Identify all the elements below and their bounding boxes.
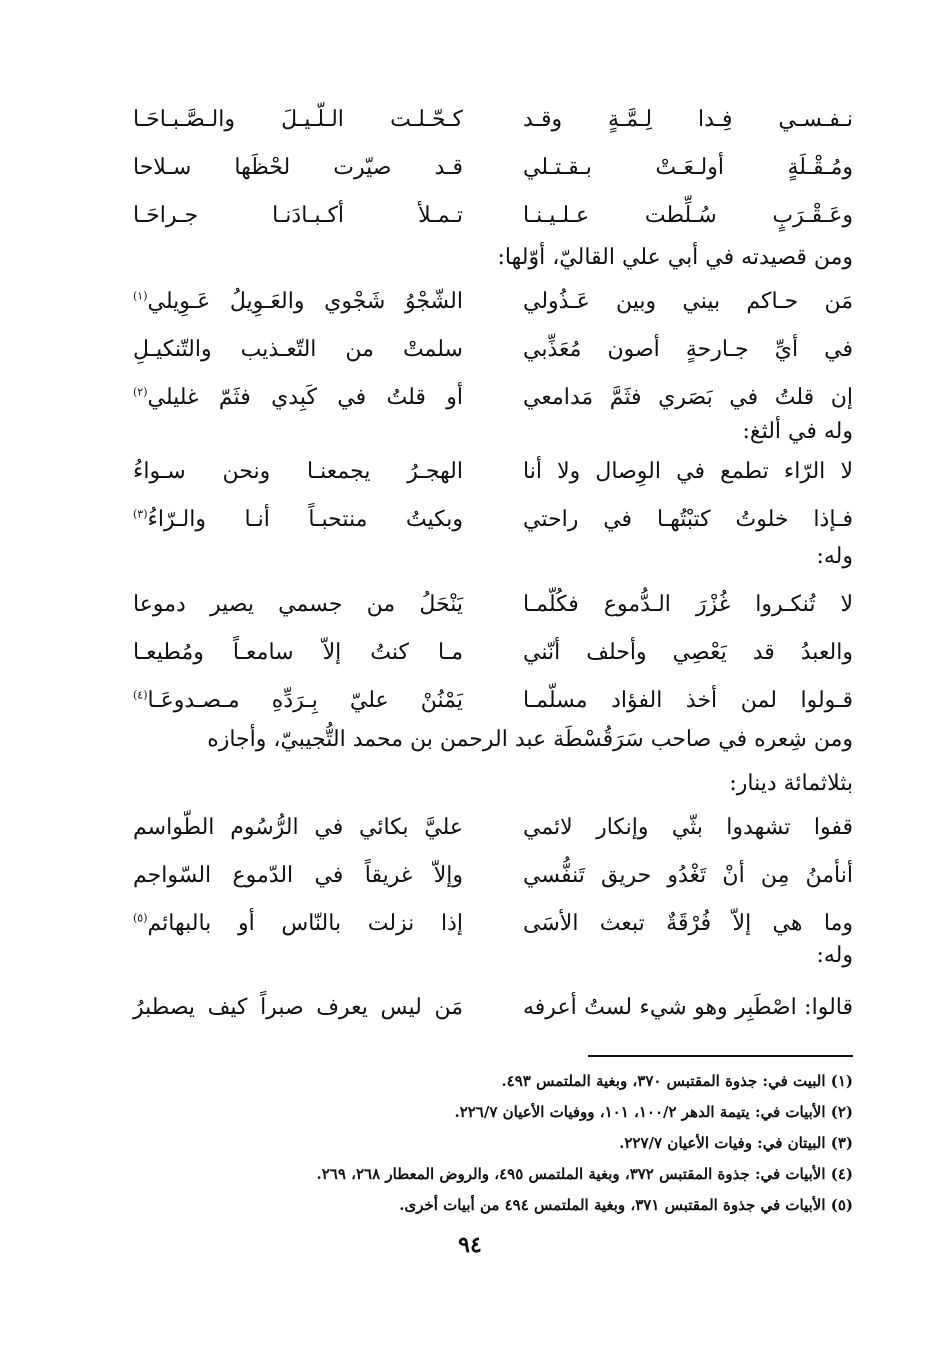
poem-block-3: [133, 452, 853, 548]
verse: [133, 856, 853, 904]
intro-paragraph: ومن شِعره في صاحب سَرَقُسْطَة عبد الرحمن بن محمد التُّجيبيّ، وأجازه بثلاثمائة دينار:: [207, 727, 853, 796]
footnote-ref: (٣): [133, 507, 148, 521]
second-hemistich: الهجـرُ يجمعنـا ونحن سـواءُ: [133, 459, 463, 484]
first-hemistich: لا الرّاء تطمع في الوِصال ولا أنا: [523, 459, 853, 484]
second-hemistich: يَنْحَلُ من جسمي يصير دموعا: [133, 592, 463, 617]
second-hemistich: [133, 282, 463, 322]
intro-line: ومن قصيدته في أبي علي القاليّ، أوّلها:: [497, 245, 853, 270]
first-hemistich: أنأمنُ مِن أنْ تَغْدُو حريق تَنفُّسي: [523, 863, 853, 888]
footnote: (٢) الأبيات في: يتيمة الدهر ١٠٠/٢، ١٠١، ووفيات الأعيان ٢٢٦/٧.: [454, 1103, 853, 1121]
first-hemistich: نـفـسـي فِـدا لِـمَّـةٍ وقـد: [523, 107, 853, 132]
second-hemistich: مـا كنتُ إلاّ سامعـاً ومُطيعـا: [133, 640, 463, 665]
verse: [133, 633, 853, 681]
verse: [133, 100, 853, 148]
verse: [133, 452, 853, 500]
footnote-separator: [588, 1055, 853, 1057]
first-hemistich: ومُـقْـلَةٍ أولـعَـتْ بـقـتـلي: [523, 155, 853, 180]
verse: [133, 148, 853, 196]
second-hemistich: سلمتْ من التّعـذيب والتّنكيـلِ: [133, 337, 463, 362]
hemistich-text: أو قلتُ في كَبِدي فثَمّ غليلي: [147, 385, 463, 410]
footnotes: [133, 1066, 853, 1221]
first-hemistich: في أيِّ جـارحةٍ أصون مُعَذِّبي: [523, 337, 853, 362]
second-hemistich: [133, 500, 463, 540]
first-hemistich: وعَـقْـرَبٍ سُـلِّطت عـلـيـنـا: [523, 203, 853, 228]
hemistich-text: إذا نزلت بالنّاس أو بالبهائم: [147, 911, 463, 936]
poem-block-4: [133, 585, 853, 729]
first-hemistich: قفوا تشهدوا بثّي وإنكار لائمي: [523, 815, 853, 840]
footnote: (٣) البيتان في: وفيات الأعيان ٢٢٧/٧.: [619, 1134, 853, 1152]
poem-block-1: [133, 100, 853, 244]
intro-line: وله:: [816, 943, 853, 968]
first-hemistich: وما هي إلاّ فُرْقَةٌ تبعث الأسَى: [523, 911, 853, 936]
first-hemistich: قالوا: اصْطَبِر وهو شيء لستُ أعرفه: [523, 995, 853, 1020]
first-hemistich: قـولوا لمن أخذ الفؤاد مسلّمـا: [523, 688, 853, 713]
intro-line: وله في ألثغ:: [742, 419, 853, 444]
footnote: (١) البيت في: جذوة المقتبس ٣٧٠، وبغية الملتمس ٤٩٣.: [501, 1072, 853, 1090]
first-hemistich: مَن حـاكم بيني وبين عَـذُولي: [523, 289, 853, 314]
hemistich-text: يَمْنُنْ عليّ بِـرَدِّهِ مـصـدوعَـا: [147, 688, 463, 713]
page-number: ٩٤: [458, 1232, 482, 1258]
second-hemistich: وإلاّ غريقاً في الدّموع السّواجم: [133, 863, 463, 888]
first-hemistich: والعبدُ قد يَعْصِي وأحلف أنّني: [523, 640, 853, 665]
verse: [133, 330, 853, 378]
verse: [133, 585, 853, 633]
footnote: (٤) الأبيات في: جذوة المقتبس ٣٧٢، وبغية الملتمس ٤٩٥، والروض المعطار ٢٦٨، ٢٦٩.: [316, 1165, 853, 1183]
poem-block-5: [133, 808, 853, 952]
second-hemistich: مَن ليس يعرف صبراً كيف يصطبرُ: [133, 995, 463, 1020]
verse: [133, 282, 853, 330]
footnote-ref: (١): [133, 289, 148, 303]
footnote-ref: (٢): [133, 385, 148, 399]
first-hemistich: إن قلتُ في بَصَري فثَمَّ مَدامعي: [523, 385, 853, 410]
second-hemistich: عليَّ بكائي في الرُّسُوم الطّواسم: [133, 815, 463, 840]
footnote: (٥) الأبيات في جذوة المقتبس ٣٧١، وبغية الملتمس ٤٩٤ من أبيات أخرى.: [399, 1196, 853, 1214]
second-hemistich: كـحّـلـت الـلّـيـلَ والـصَّـبـاحَـا: [133, 107, 463, 132]
poem-block-6: [133, 988, 853, 1036]
verse: [133, 988, 853, 1036]
second-hemistich: [133, 681, 463, 721]
second-hemistich: قـد صيّرت لحْظَها سـلاحا: [133, 155, 463, 180]
intro-line: وله:: [816, 544, 853, 569]
verse: [133, 808, 853, 856]
first-hemistich: فـإذا خلوتُ كتبْتُهـا في راحتي: [523, 507, 853, 532]
hemistich-text: وبكيتُ منتحبـاً أنـا والـرّاءُ: [147, 507, 463, 532]
hemistich-text: الشّجْوُ شَجْوي والعَـوِيلُ عَـوِيلي: [147, 289, 463, 314]
second-hemistich: تـمـلأ أكـبـادَنـا جـراحَـا: [133, 203, 463, 228]
footnote-ref: (٤): [133, 688, 148, 702]
poem-block-2: [133, 282, 853, 426]
first-hemistich: لا تُنكـروا غُزْرَ الـدُّموع فكُلّمـا: [523, 592, 853, 617]
footnote-ref: (٥): [133, 911, 148, 925]
